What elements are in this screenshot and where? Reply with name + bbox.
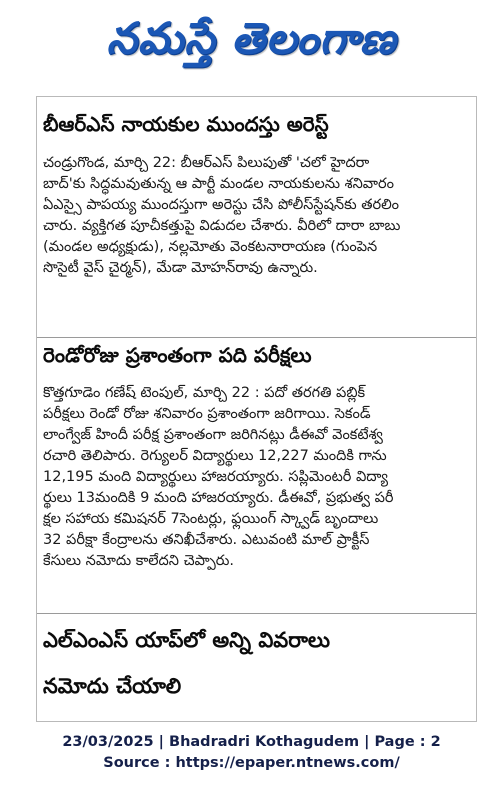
article-3-headline-line-1: ఎల్ఎంఎస్ యాప్‌లో అన్ని వివరాలు [43,628,331,652]
article-2-headline: రెండోరోజు ప్రశాంతంగా పది పరీక్షలు [43,343,312,367]
newspaper-clipping [36,96,477,722]
article-1-line: సొసైటీ వైస్ చైర్మన్), మేడా మోహన్‌రావు ఉన్నారు. [43,260,318,276]
article-1-line: చారు. వ్యక్తిగత పూచీకత్తుపై విడుదల చేశారు. వీరిలో దారా బాబు [43,218,401,234]
article-3-headline-line-2: నమోదు చేయాలి [43,674,182,698]
divider [37,613,476,614]
article-2-line: కొత్తగూడెం గణేష్ టెంపుల్, మార్చి 22 : పదో తరగతి పబ్లిక్ [43,385,366,401]
masthead-title: నమస్తే తెలంగాణ [106,14,397,64]
article-2-line: 32 పరీక్షా కేంద్రాలను తనిఖీచేశారు. ఎటువంటి మాల్ ప్రాక్టీస్ [43,532,370,548]
article-1-body [43,153,469,279]
article-2-line: పరీక్షలు రెండో రోజు శనివారం ప్రశాంతంగా జరిగాయి. సెకండ్ [43,406,371,422]
article-1-line: చండ్రుగొండ, మార్చి 22: బీఆర్ఎస్ పిలుపుతో 'చలో హైదరా [43,155,370,171]
article-2-line: 12,195 మంది విద్యార్థులు హాజరయ్యారు. సప్లిమెంటరీ విద్యా [43,469,389,485]
article-2-line: ర్థులు 13మందికి 9 మంది హాజరయ్యారు. డీఈవో, ప్రభుత్వ పరీ [43,490,394,506]
divider [37,337,476,338]
masthead [0,0,503,88]
article-1-line: ఏఎస్సై పాపయ్య ముందస్తుగా అరెస్టు చేసి పోలీస్‌స్టేషన్‌కు తరలిం [43,197,400,213]
article-2-line: రచారి తెలిపారు. రెగ్యులర్ విద్యార్థులు 12,227 మందికి గాను [43,448,387,464]
article-1-headline: బీఆర్ఎస్ నాయకుల ముందస్తు అరెస్ట్ [43,112,329,136]
article-1-line: (మండల అధ్యక్షుడు), నల్లమోతు వెంకటనారాయణ (గుంపెన [43,239,378,255]
footer-date-edition: 23/03/2025 | Bhadradri Kothagudem | Page : 2 [62,734,441,750]
cut-text-residue [37,97,476,105]
article-2-body [43,383,469,572]
article-1-line: బాద్'కు సిద్ధమవుతున్న ఆ పార్టీ మండల నాయకులను శనివారం [43,176,394,192]
article-2-line: కేసులు నమోదు కాలేదని చెప్పారు. [43,553,234,569]
article-2-line: క్షల సహాయ కమిషనర్ 7సెంటర్లు, ఫ్లయింగ్ స్క్వాడ్ బృందాలు [43,511,379,527]
article-2-line: లాంగ్వేజ్ హిందీ పరీక్ష ప్రశాంతంగా జరిగినట్లు డీఈవో వెంకటేశ్వ [43,427,383,443]
footer-source: Source : https://epaper.ntnews.com/ [103,755,400,771]
